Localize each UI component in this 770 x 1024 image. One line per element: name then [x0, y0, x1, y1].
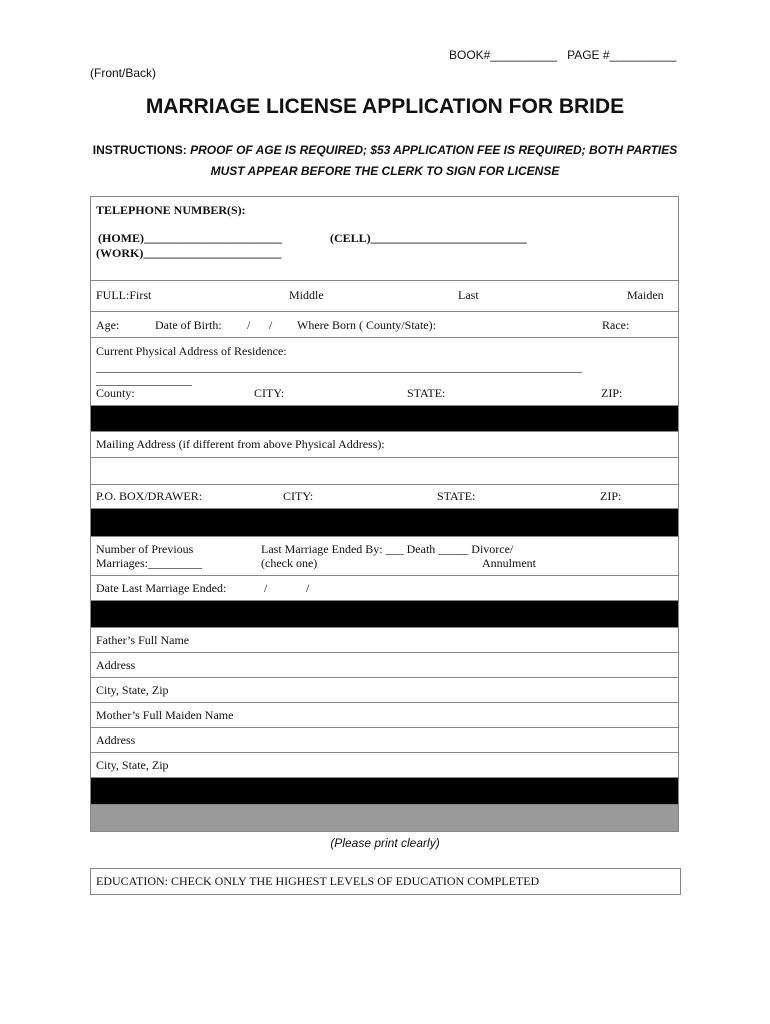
application-form-table [90, 196, 679, 832]
section-divider-4 [91, 778, 679, 805]
book-number-field[interactable]: BOOK#__________ [449, 48, 558, 62]
age-label: Age: [96, 318, 120, 332]
date-last-marriage-label: Date Last Marriage Ended: [96, 581, 227, 595]
mother-address-row[interactable] [91, 728, 679, 753]
book-page-line [449, 48, 676, 62]
date-slash-2: / [306, 581, 310, 595]
date-slash-1: / [264, 581, 268, 595]
physical-address-row[interactable] [91, 338, 679, 406]
physical-address-line-1[interactable]: _________________________________________________________________________________ [96, 360, 582, 374]
check-one-label: (check one) [261, 556, 318, 570]
number-previous-label: Number of Previous [96, 542, 194, 556]
last-marriage-ended-by[interactable]: Last Marriage Ended By: ___ Death _____ Divorce/ [261, 542, 514, 556]
maiden-name-label: Maiden [627, 288, 664, 302]
print-clearly-note: (Please print clearly) [330, 836, 440, 850]
father-city-label: City, State, Zip [96, 683, 169, 697]
front-back-label: (Front/Back) [90, 66, 157, 80]
dob-slash-1: / [247, 318, 251, 332]
mailing-address-input-row[interactable] [91, 458, 679, 485]
father-name-row[interactable] [91, 628, 679, 653]
mother-city-label: City, State, Zip [96, 758, 169, 772]
father-address-row[interactable] [91, 653, 679, 678]
city-label: CITY: [254, 386, 285, 400]
mother-name-row[interactable] [91, 703, 679, 728]
father-name-label: Father’s Full Name [96, 633, 190, 647]
mother-address-label: Address [96, 733, 136, 747]
page-title: MARRIAGE LICENSE APPLICATION FOR BRIDE [145, 95, 625, 118]
zip-label: ZIP: [601, 386, 623, 400]
telephone-row [91, 197, 679, 281]
previous-marriages-row[interactable] [91, 537, 679, 576]
section-divider-2 [91, 509, 679, 537]
date-of-birth-label: Date of Birth: [155, 318, 222, 332]
physical-address-label: Current Physical Address of Residence: [96, 344, 287, 358]
full-name-row[interactable] [91, 281, 679, 312]
county-label: County: [96, 386, 135, 400]
physical-address-line-2[interactable]: ________________ [96, 373, 192, 387]
instructions-label: INSTRUCTIONS: [92, 143, 187, 157]
cell-phone-field[interactable]: (CELL)__________________________ [330, 231, 527, 245]
page-number-field[interactable]: PAGE #__________ [567, 48, 677, 62]
section-divider-3 [91, 601, 679, 628]
telephone-heading: TELEPHONE NUMBER(S): [96, 203, 246, 217]
mailing-zip-label: ZIP: [600, 489, 622, 503]
section-divider-1 [91, 406, 679, 432]
father-city-row[interactable] [91, 678, 679, 703]
work-phone-field[interactable]: (WORK)_______________________ [96, 246, 282, 260]
instructions-text-1: PROOF OF AGE IS REQUIRED; $53 APPLICATION FEE IS REQUIRED; BOTH PARTIES [190, 143, 678, 157]
mailing-state-label: STATE: [437, 489, 476, 503]
home-phone-field[interactable]: (HOME)_______________________ [98, 231, 282, 245]
first-name-label: FULL:First [96, 288, 152, 302]
po-box-row[interactable] [91, 485, 679, 509]
instructions-line-2: MUST APPEAR BEFORE THE CLERK TO SIGN FOR LICENSE [210, 164, 560, 178]
age-birth-row[interactable] [91, 312, 679, 338]
mailing-address-label-row [91, 432, 679, 458]
father-address-label: Address [96, 658, 136, 672]
education-heading: EDUCATION: CHECK ONLY THE HIGHEST LEVELS OF EDUCATION COMPLETED [90, 868, 681, 895]
instructions-line-1 [0, 143, 770, 157]
race-label: Race: [602, 318, 630, 332]
state-label: STATE: [407, 386, 446, 400]
mother-name-label: Mother’s Full Maiden Name [96, 708, 234, 722]
where-born-label: Where Born ( County/State): [297, 318, 436, 332]
mailing-city-label: CITY: [283, 489, 314, 503]
date-last-marriage-row[interactable] [91, 576, 679, 601]
po-box-label: P.O. BOX/DRAWER: [96, 489, 203, 503]
mother-city-row[interactable] [91, 753, 679, 778]
dob-slash-2: / [269, 318, 273, 332]
section-divider-gray [91, 805, 679, 832]
annulment-label: Annulment [482, 556, 536, 570]
middle-name-label: Middle [289, 288, 324, 302]
marriages-count-field[interactable]: Marriages:_________ [96, 556, 202, 570]
last-name-label: Last [458, 288, 479, 302]
mailing-address-label: Mailing Address (if different from above Physical Address): [96, 437, 385, 451]
